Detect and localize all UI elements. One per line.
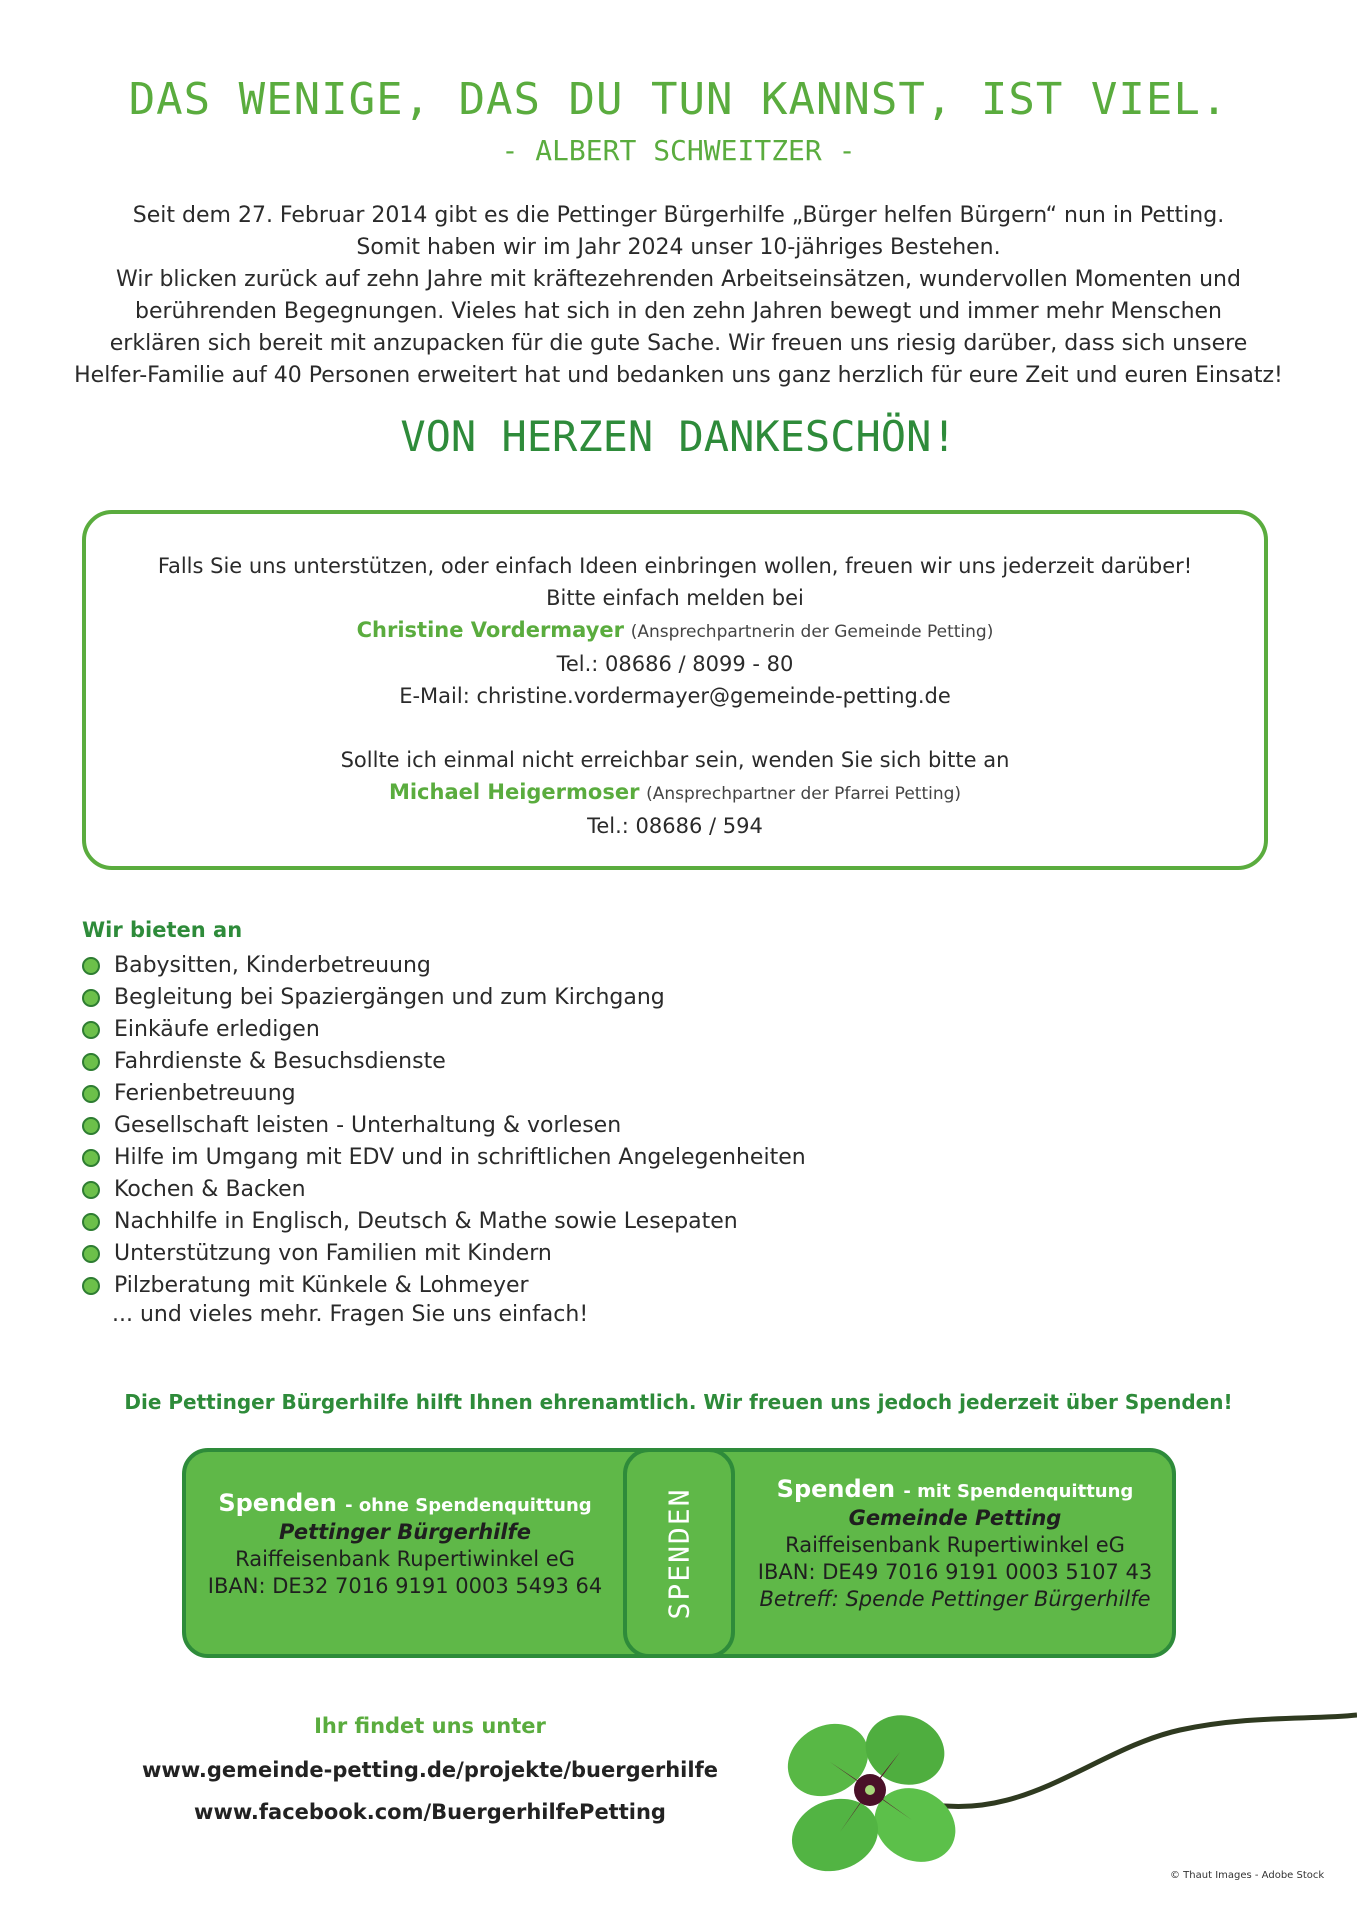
donation-left-sub: - ohne Spendenquittung bbox=[345, 1495, 592, 1516]
quote-author: - ALBERT SCHWEITZER - bbox=[501, 134, 856, 167]
bullet-icon bbox=[82, 989, 100, 1007]
contact-info bbox=[82, 550, 1268, 842]
contact-prompt: Bitte einfach melden bei bbox=[546, 586, 804, 610]
contact-intro: Falls Sie uns unterstützen, oder einfach Ideen einbringen wollen, freuen wir uns jederzeit darüber! bbox=[157, 554, 1193, 578]
contact-name-1: Christine Vordermayer bbox=[356, 618, 624, 642]
offers-more: ... und vieles mehr. Fragen Sie uns einfach! bbox=[112, 1302, 589, 1327]
thanks-heading: VON HERZEN DANKESCHÖN! bbox=[400, 412, 957, 461]
bullet-icon bbox=[82, 1117, 100, 1135]
list-item: Fahrdienste & Besuchsdienste bbox=[82, 1046, 806, 1078]
list-item: Unterstützung von Familien mit Kindern bbox=[82, 1238, 806, 1270]
contact-role-2: (Ansprechpartner der Pfarrei Petting) bbox=[646, 784, 962, 804]
offers-title: Wir bieten an bbox=[82, 918, 243, 942]
donation-right-heading: Spenden - mit Spendenquittung bbox=[776, 1475, 1134, 1503]
image-credit: © Thaut Images - Adobe Stock bbox=[1170, 1870, 1325, 1881]
contact-role-1: (Ansprechpartnerin der Gemeinde Petting) bbox=[630, 622, 994, 642]
donation-left-iban: IBAN: DE32 7016 9191 0003 5493 64 bbox=[207, 1574, 603, 1598]
bullet-icon bbox=[82, 1053, 100, 1071]
offers-list bbox=[82, 950, 806, 1302]
contact-name-2: Michael Heigermoser bbox=[388, 780, 640, 804]
donation-left bbox=[190, 1490, 620, 1600]
bullet-icon bbox=[82, 1149, 100, 1167]
list-item: Pilzberatung mit Künkele & Lohmeyer bbox=[82, 1270, 806, 1302]
donation-right-reference: Betreff: Spende Pettinger Bürgerhilfe bbox=[759, 1587, 1151, 1611]
contact-fallback: Sollte ich einmal nicht erreichbar sein, wenden Sie sich bitte an bbox=[340, 748, 1010, 772]
donation-right-recipient: Gemeinde Petting bbox=[848, 1506, 1062, 1530]
donation-left-heading: Spenden - ohne Spendenquittung bbox=[218, 1489, 592, 1517]
donation-right-iban: IBAN: DE49 7016 9191 0003 5107 43 bbox=[757, 1560, 1153, 1584]
facebook-link[interactable]: www.facebook.com/BuergerhilfePetting bbox=[194, 1800, 666, 1824]
list-item: Begleitung bei Spaziergängen und zum Kirchgang bbox=[82, 982, 806, 1014]
contact-phone-2: Tel.: 08686 / 594 bbox=[587, 814, 763, 838]
contact-person-2 bbox=[82, 776, 1268, 810]
bullet-icon bbox=[82, 1021, 100, 1039]
list-item: Hilfe im Umgang mit EDV und in schriftlichen Angelegenheiten bbox=[82, 1142, 806, 1174]
donation-left-recipient: Pettinger Bürgerhilfe bbox=[279, 1520, 531, 1544]
list-item: Einkäufe erledigen bbox=[82, 1014, 806, 1046]
intro-line: Helfer-Familie auf 40 Personen erweitert hat und bedanken uns ganz herzlich für eure Zeit und euren Einsatz! bbox=[74, 363, 1283, 388]
donate-note: Die Pettinger Bürgerhilfe hilft Ihnen ehrenamtlich. Wir freuen uns jedoch jederzeit über Spenden! bbox=[124, 1390, 1233, 1414]
contact-phone-1: Tel.: 08686 / 8099 - 80 bbox=[556, 652, 794, 676]
intro-paragraph bbox=[60, 200, 1297, 392]
intro-line: erklären sich bereit mit anzupacken für die gute Sache. Wir freuen uns riesig darüber, dass sich unsere bbox=[109, 331, 1248, 356]
list-item: Gesellschaft leisten - Unterhaltung & vorlesen bbox=[82, 1110, 806, 1142]
bullet-icon bbox=[82, 1181, 100, 1199]
contact-person-1 bbox=[82, 614, 1268, 648]
donation-label-text: SPENDEN bbox=[662, 1486, 696, 1620]
bullet-icon bbox=[82, 1277, 100, 1295]
clover-image bbox=[760, 1690, 1357, 1920]
intro-line: Wir blicken zurück auf zehn Jahre mit kräftezehrenden Arbeitseinsätzen, wundervollen Momenten und bbox=[116, 267, 1241, 292]
donation-right bbox=[740, 1476, 1170, 1613]
donation-label bbox=[623, 1448, 735, 1658]
contact-email-1[interactable]: E-Mail: christine.vordermayer@gemeinde-petting.de bbox=[399, 684, 951, 708]
donation-left-bank: Raiffeisenbank Rupertiwinkel eG bbox=[235, 1547, 575, 1571]
quote-heading: DAS WENIGE, DAS DU TUN KANNST, IST VIEL. bbox=[128, 74, 1229, 125]
bullet-icon bbox=[82, 1085, 100, 1103]
find-us-title: Ihr findet uns unter bbox=[314, 1714, 546, 1738]
list-item: Ferienbetreuung bbox=[82, 1078, 806, 1110]
bullet-icon bbox=[82, 1245, 100, 1263]
donation-right-bank: Raiffeisenbank Rupertiwinkel eG bbox=[785, 1533, 1125, 1557]
list-item: Babysitten, Kinderbetreuung bbox=[82, 950, 806, 982]
list-item: Kochen & Backen bbox=[82, 1174, 806, 1206]
intro-line: Somit haben wir im Jahr 2024 unser 10-jähriges Bestehen. bbox=[356, 235, 1001, 260]
bullet-icon bbox=[82, 957, 100, 975]
donation-right-sub: - mit Spendenquittung bbox=[903, 1481, 1134, 1502]
list-item: Nachhilfe in Englisch, Deutsch & Mathe sowie Lesepaten bbox=[82, 1206, 806, 1238]
intro-line: Seit dem 27. Februar 2014 gibt es die Pettinger Bürgerhilfe „Bürger helfen Bürgern“ nun in Petting. bbox=[132, 203, 1225, 228]
bullet-icon bbox=[82, 1213, 100, 1231]
intro-line: berührenden Begegnungen. Vieles hat sich in den zehn Jahren bewegt und immer mehr Menschen bbox=[134, 299, 1222, 324]
website-link[interactable]: www.gemeinde-petting.de/projekte/buergerhilfe bbox=[142, 1758, 718, 1782]
